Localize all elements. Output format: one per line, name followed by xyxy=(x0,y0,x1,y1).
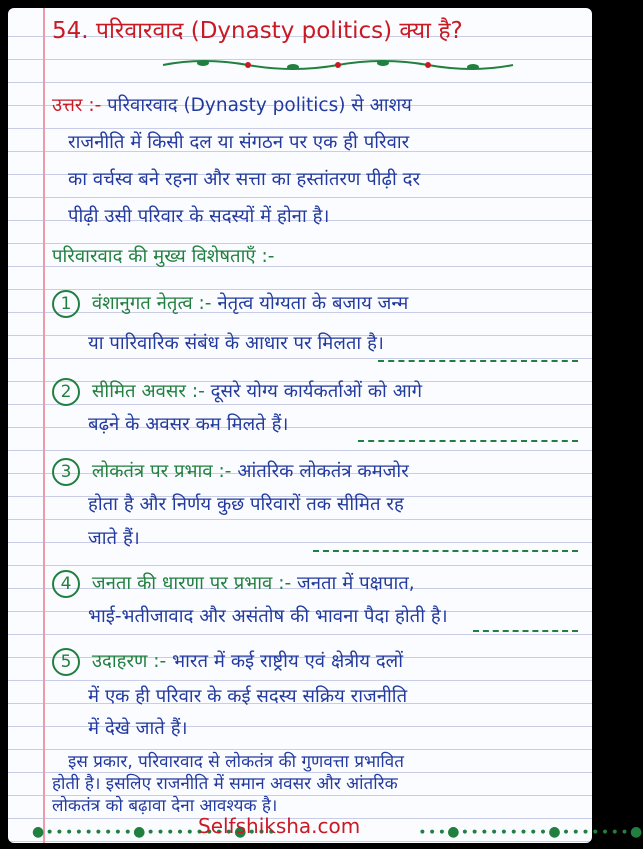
footer-ornament-left: ●∙∙∙∙∙∙∙∙∙●∙∙∙∙∙∙∙∙∙●∙∙∙ xyxy=(32,824,277,840)
point-1-line-2: या पारिवारिक संबंध के आधार पर मिलता है। xyxy=(88,333,384,354)
point-4: 4 जनता की धारणा पर प्रभाव :- जनता में पक्षपात, xyxy=(52,570,415,598)
dashed-divider xyxy=(378,360,578,362)
point-3-line-2: होता है और निर्णय कुछ परिवारों तक सीमित रह xyxy=(88,494,404,515)
point-heading: जनता की धारणा पर प्रभाव :- xyxy=(91,573,292,594)
answer-line-4: पीढ़ी उसी परिवार के सदस्यों में होना है। xyxy=(68,206,330,227)
point-3-line-3: जाते हैं। xyxy=(88,528,140,549)
point-heading: वंशानुगत नेतृत्व :- xyxy=(91,293,212,314)
footer-ornament-right: ∙∙∙●∙∙∙∙∙∙∙∙∙●∙∙∙∙∙∙∙● xyxy=(418,824,643,840)
point-heading: उदाहरण :- xyxy=(91,651,167,672)
point-number: 4 xyxy=(52,570,80,598)
point-number: 1 xyxy=(52,290,80,318)
point-5-line-2: में एक ही परिवार के कई सदस्य सक्रिय राजनीति xyxy=(88,686,408,707)
margin-line xyxy=(43,8,45,843)
answer-line-1: उत्तर :- परिवारवाद (Dynasty politics) से आशय xyxy=(52,95,412,116)
point-5: 5 उदाहरण :- भारत में कई राष्ट्रीय एवं क्षेत्रीय दलों xyxy=(52,648,403,676)
point-5-line-3: में देखे जाते हैं। xyxy=(88,718,188,739)
point-number: 2 xyxy=(52,378,80,406)
dashed-divider xyxy=(473,630,578,632)
footer-brand: Selfshiksha.com xyxy=(198,814,361,838)
page-title: 54. परिवारवाद (Dynasty politics) क्या है? xyxy=(52,18,463,44)
conclusion-line-3: लोकतंत्र को बढ़ावा देना आवश्यक है। xyxy=(52,796,278,816)
answer-label: उत्तर :- xyxy=(52,95,102,116)
point-heading: सीमित अवसर :- xyxy=(91,381,205,402)
vine-divider-icon xyxy=(158,54,518,76)
point-1: 1 वंशानुगत नेतृत्व :- नेतृत्व योग्यता के बजाय जन्म xyxy=(52,290,408,318)
point-2: 2 सीमित अवसर :- दूसरे योग्य कार्यकर्ताओं को आगे xyxy=(52,378,422,406)
point-number: 3 xyxy=(52,458,80,486)
point-number: 5 xyxy=(52,648,80,676)
point-2-line-2: बढ़ने के अवसर कम मिलते हैं। xyxy=(88,414,289,435)
conclusion-line-1: इस प्रकार, परिवारवाद से लोकतंत्र की गुणवत्ता प्रभावित xyxy=(68,752,404,772)
dashed-divider xyxy=(358,440,578,442)
point-heading: लोकतंत्र पर प्रभाव :- xyxy=(91,461,232,482)
notebook-page xyxy=(8,8,643,843)
dashed-divider xyxy=(313,550,578,552)
features-heading: परिवारवाद की मुख्य विशेषताएँ :- xyxy=(52,246,275,267)
conclusion-line-2: होती है। इसलिए राजनीति में समान अवसर और आंतरिक xyxy=(52,774,398,794)
answer-line-3: का वर्चस्व बने रहना और सत्ता का हस्तांतरण पीढ़ी दर xyxy=(68,169,421,190)
answer-line-2: राजनीति में किसी दल या संगठन पर एक ही परिवार xyxy=(68,132,410,153)
point-4-line-2: भाई-भतीजावाद और असंतोष की भावना पैदा होती है। xyxy=(88,606,448,627)
point-3: 3 लोकतंत्र पर प्रभाव :- आंतरिक लोकतंत्र कमजोर xyxy=(52,458,409,486)
